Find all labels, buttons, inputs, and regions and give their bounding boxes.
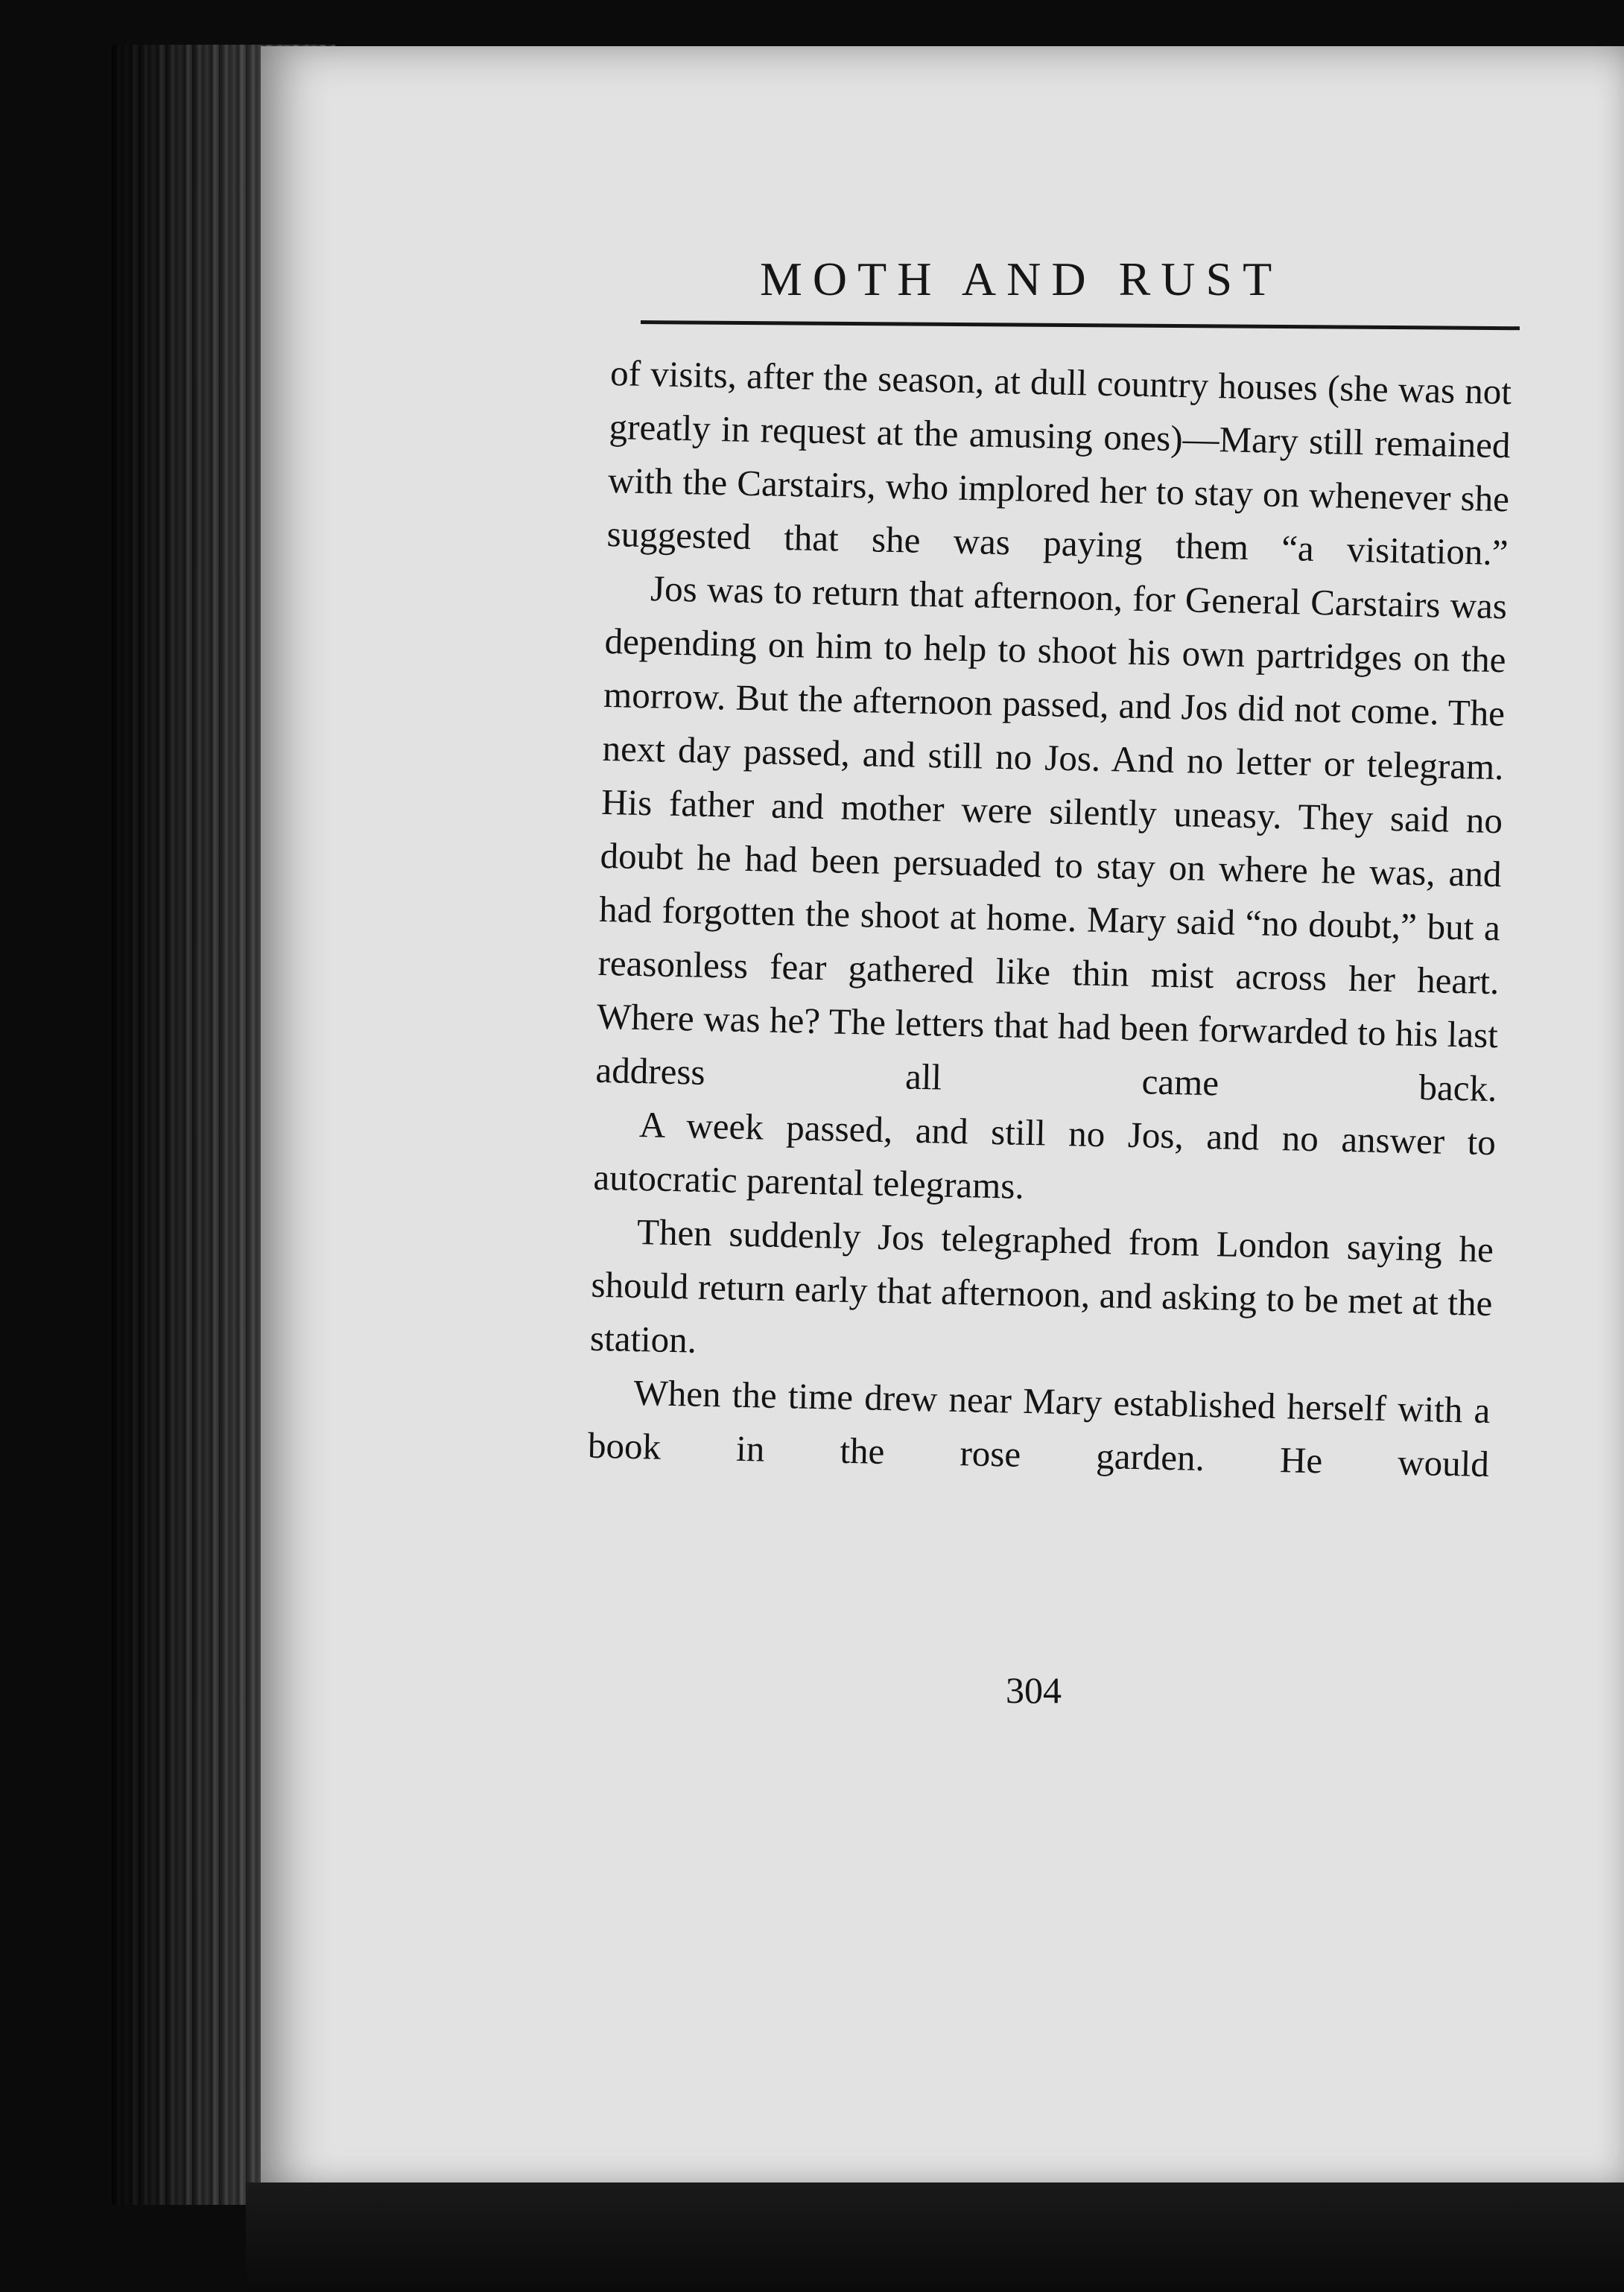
body-text (587, 346, 1512, 1491)
paragraph-4: Then suddenly Jos telegraphed from London saying he should return early that afternoon, and asking to be met at the station. (589, 1211, 1494, 1361)
page-number: 304 (1006, 1669, 1062, 1711)
page-bottom-shadow (246, 2183, 1624, 2292)
paragraph-2: Jos was to return that afternoon, for General Carstairs was depending on him to help to shoot his own partridges on the morrow. But the afternoon passed, and Jos did not come. The next day passed, and still no Jos. And no letter or telegram. His father and mother were silently uneasy. They said no doubt he had been persuaded to stay on where he was, and had forgotten the shoot at home. Mary said “no doubt,” but a reasonless fear gathered like thin mist across her heart. Where was he? The letters that had been forwarded to his last address all came back. (595, 568, 1508, 1110)
running-head: MOTH AND RUST (760, 253, 1283, 305)
paragraph-3: A week passed, and still no Jos, and no answer to autocratic parental telegrams. (593, 1104, 1497, 1207)
paragraph-1: of visits, after the season, at dull country houses (she was not greatly in request at the amusing ones)—Mary still remained with the Carstairs, who implored her to stay on whenever she suggested that she was paying them “a visitation.” (606, 352, 1512, 574)
paragraph-5: When the time drew near Mary established herself with a book in the rose garden. He would (587, 1371, 1491, 1485)
